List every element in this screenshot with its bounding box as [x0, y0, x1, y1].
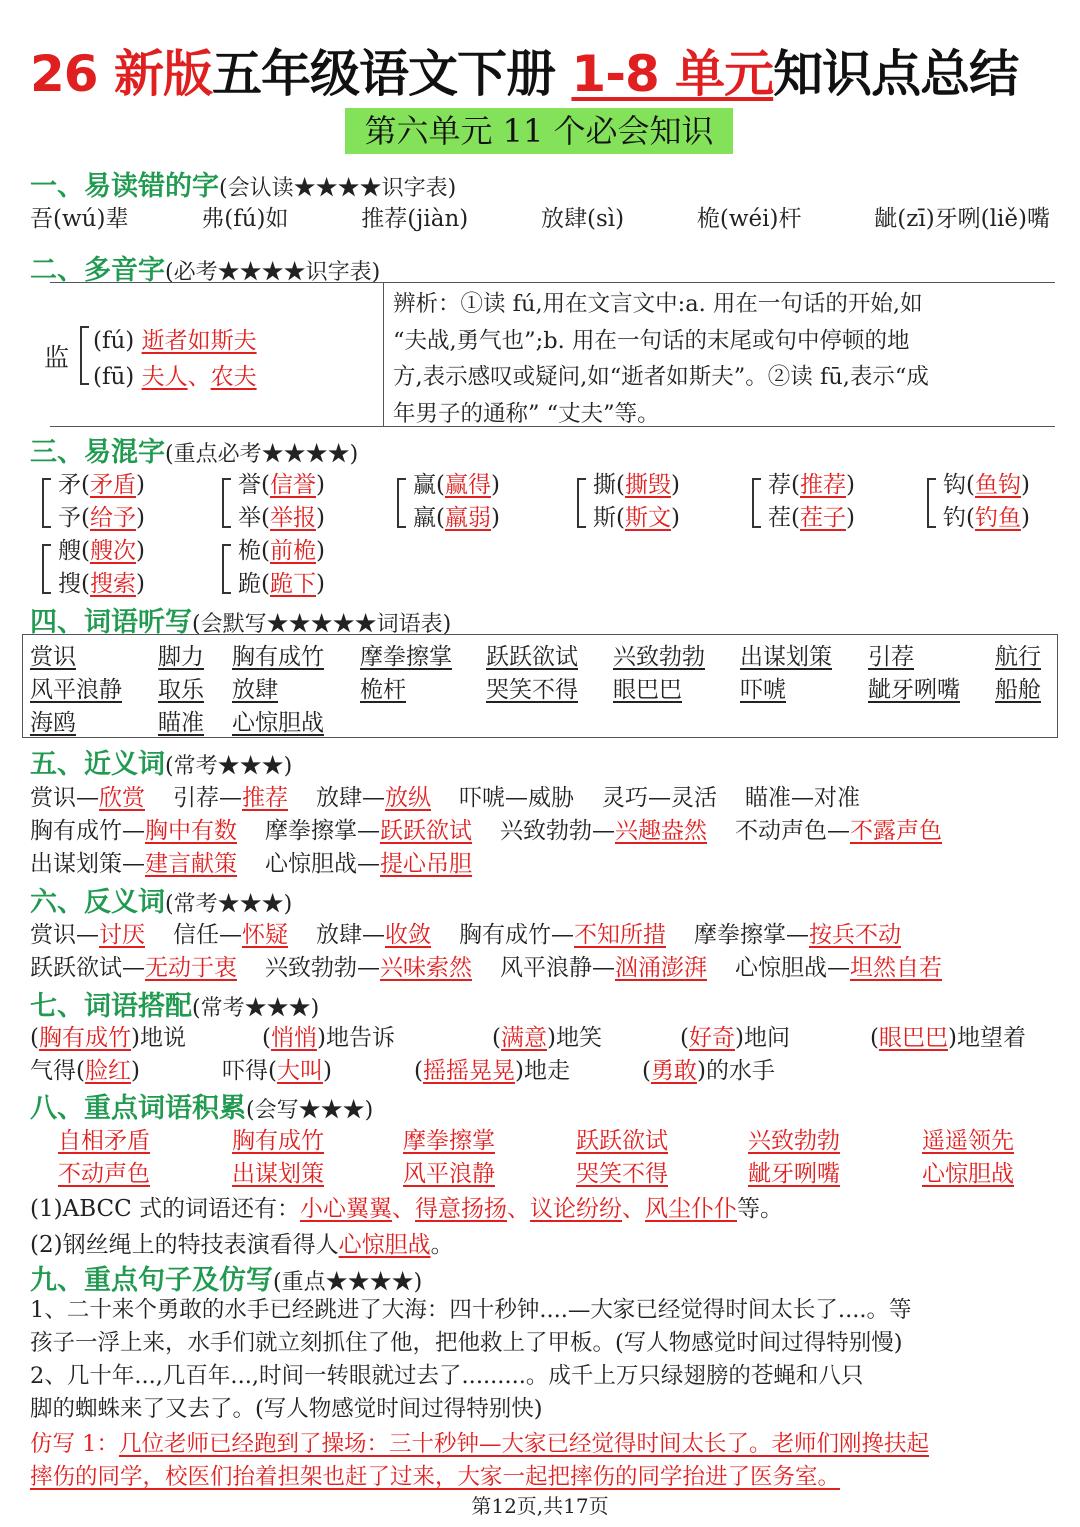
dictation-word: 放肆: [232, 677, 278, 703]
collocation: [30, 1019, 186, 1052]
collocation: [870, 1019, 1026, 1052]
answer: 大叫: [276, 1058, 323, 1084]
pair-line: [58, 499, 145, 532]
word: 搜索: [89, 571, 136, 597]
pair: [316, 785, 431, 811]
pair: [459, 785, 574, 811]
page-title: [30, 34, 1018, 106]
section-1-items: [30, 200, 1050, 233]
text: 赢(: [413, 472, 445, 498]
word: 撕毁: [624, 472, 671, 498]
dictation-word: 出谋划策: [740, 644, 832, 670]
brace: [222, 478, 231, 528]
abcc-words: (1)ABCC 式的词语还有：小心翼翼、得意扬扬、议论纷纷、风尘仆仆等。: [30, 1196, 784, 1222]
answer: 不知所措: [574, 922, 666, 948]
dictation-word: 吓唬: [740, 677, 786, 703]
collocation: [492, 1019, 602, 1052]
text: )地问: [734, 1025, 790, 1051]
word: 赏识—: [30, 922, 99, 948]
word: 斯文: [624, 505, 671, 531]
text: ): [135, 571, 145, 597]
pair: [694, 922, 901, 948]
collocation: [414, 1052, 570, 1085]
text: 誉(: [238, 472, 270, 498]
dictation-word: 跃跃欲试: [486, 644, 578, 670]
text: 羸(: [413, 505, 445, 531]
text: (: [680, 1025, 689, 1051]
pair-line: [238, 532, 325, 565]
text: (: [870, 1025, 879, 1051]
text: )的水手: [696, 1058, 775, 1084]
text: ): [315, 472, 325, 498]
word-line: [30, 916, 901, 949]
section-8-heading: 八、重点词语积累(会写★★★): [30, 1093, 374, 1124]
pair: [316, 922, 431, 948]
dictation-word: 脚力: [158, 644, 204, 670]
answer: 欣赏: [99, 785, 145, 811]
answer: 跃跃欲试: [380, 818, 472, 844]
text: ): [135, 505, 145, 531]
key-word: 哭笑不得: [576, 1161, 668, 1187]
answer: 不露声色: [850, 818, 942, 844]
pair: [30, 922, 145, 948]
word: 跃跃欲试—: [30, 955, 145, 981]
dictation-word: 眼巴巴: [613, 677, 682, 703]
word: 羸弱: [444, 505, 491, 531]
pair: [602, 785, 717, 811]
word: 艘次: [89, 538, 136, 564]
word: 茬子: [799, 505, 846, 531]
pair-line: [58, 466, 145, 499]
pair: [735, 955, 942, 981]
text: )地走: [514, 1058, 570, 1084]
section-1-heading: 一、易读错的字(会认读★★★★识字表): [30, 171, 457, 202]
word: 瞄准—对准: [745, 785, 860, 811]
text: )地说: [130, 1025, 186, 1051]
dictation-word: 龇牙咧嘴: [868, 677, 960, 703]
answer: 脸红: [84, 1058, 131, 1084]
text: )地望着: [947, 1025, 1026, 1051]
word: 放肆—: [316, 785, 385, 811]
title-part: 知识点总结: [773, 45, 1019, 103]
text: (: [492, 1025, 501, 1051]
title-part: 26 新版: [30, 45, 212, 103]
text: 钩(: [943, 472, 975, 498]
word-line: [30, 949, 942, 982]
pair: [500, 955, 707, 981]
answer: 按兵不动: [809, 922, 901, 948]
list-item: 推荐(jiàn): [361, 206, 469, 232]
section-5-heading: 五、近义词(常考★★★): [30, 749, 293, 780]
collocation: [262, 1019, 395, 1052]
pair: [265, 851, 472, 877]
text: (: [414, 1058, 423, 1084]
unit-banner: 第六单元 11 个必会知识: [345, 108, 733, 154]
section-4-heading: 四、词语听写(会默写★★★★★词语表): [30, 607, 452, 638]
word-line: [30, 812, 942, 845]
pair: [265, 955, 472, 981]
section-2-heading: 二、多音字(必考★★★★识字表): [30, 255, 381, 286]
pair: [30, 785, 145, 811]
list-item: 弗(fú)如: [201, 206, 289, 232]
text: 气得(: [30, 1058, 85, 1084]
text: ): [322, 1058, 332, 1084]
pair: [30, 955, 237, 981]
pair-line: [413, 466, 500, 499]
text: ): [135, 538, 145, 564]
key-word: 遥遥领先: [922, 1128, 1014, 1154]
pair-line: [238, 499, 325, 532]
text: (: [262, 1025, 271, 1051]
word: 推荐: [799, 472, 846, 498]
text: 茬(: [768, 505, 800, 531]
pair-line: [238, 565, 325, 598]
pair: [745, 785, 860, 811]
key-word: 不动声色: [58, 1161, 150, 1187]
collocation: [642, 1052, 775, 1085]
dictation-word: 摩拳擦掌: [360, 644, 452, 670]
word: 前桅: [269, 538, 316, 564]
answer: 无动于衷: [145, 955, 237, 981]
dictation-word: 桅杆: [360, 677, 406, 703]
polyphone-char: 监: [44, 343, 70, 372]
word: 灵巧—灵活: [602, 785, 717, 811]
word: 兴致勃勃—: [265, 955, 380, 981]
word: 赢得: [444, 472, 491, 498]
word: 给予: [89, 505, 136, 531]
dictation-word: 引荐: [868, 644, 914, 670]
brace: [927, 478, 936, 528]
text: (: [30, 1025, 39, 1051]
word: 吓唬—威胁: [459, 785, 574, 811]
brace: [397, 478, 406, 528]
text: ): [135, 472, 145, 498]
dictation-word: 船舱: [995, 677, 1041, 703]
text: ): [130, 1058, 140, 1084]
pair: [173, 785, 288, 811]
imitation-writing: 仿写 1：几位老师已经跑到了操场：三十秒钟—大家已经觉得时间太长了。老师们刚搀扶起 摔伤的同学，校医们抬着担架也赶了过来，大家一起把摔伤的同学抬进了医务室。: [30, 1431, 929, 1490]
word: 鱼钩: [974, 472, 1021, 498]
text: 桅(: [238, 538, 270, 564]
text: 斯(: [593, 505, 625, 531]
key-word: 自相矛盾: [58, 1128, 150, 1154]
list-item: 龇(zī)牙咧(liě)嘴: [874, 206, 1050, 232]
polyphone-analysis: 辨析：①读 fú,用在文言文中:a. 用在一句话的开始,如 “夫战,勇气也”;b. 用在一句话的末尾或句中停顿的地 方,表示感叹或疑问,如“逝者如斯夫”。②读 fū,表示“成 年男子的通称” “丈夫”等。: [393, 291, 929, 427]
text: ): [315, 571, 325, 597]
brace: [42, 544, 51, 594]
key-word: 出谋划策: [232, 1161, 324, 1187]
list-item: 放肆(sì): [541, 206, 625, 232]
word: 跪下: [269, 571, 316, 597]
text: ): [490, 505, 500, 531]
brace: [80, 326, 89, 385]
word: 胸有成竹—: [459, 922, 574, 948]
dictation-word: 心惊胆战: [232, 710, 324, 736]
key-sentences: 1、二十来个勇敢的水手已经跳进了大海：四十秒钟....—大家已经觉得时间太长了....。等 孩子一浮上来，水手们就立刻抓住了他，把他救上了甲板。(写人物感觉时间过得特别慢) 2、几十年...,几百年...,时间一转眼就过去了.........。成千上万只绿翅膀的苍蝇和八只 脚的蜘蛛来了又去了。(写人物感觉时间过得特别快): [30, 1297, 912, 1422]
pair: [500, 818, 707, 844]
key-word: 摩拳擦掌: [403, 1128, 495, 1154]
word: 风平浪静—: [500, 955, 615, 981]
word: 出谋划策—: [30, 851, 145, 877]
word-line: [30, 845, 472, 878]
dictation-word: 赏识: [30, 644, 76, 670]
word: 钓鱼: [974, 505, 1021, 531]
word: 兴致勃勃—: [500, 818, 615, 844]
collocation: [222, 1052, 332, 1085]
dictation-word: 胸有成竹: [232, 644, 324, 670]
word: 引荐—: [173, 785, 242, 811]
text: ): [670, 505, 680, 531]
section-9-heading: 九、重点句子及仿写(重点★★★★): [30, 1265, 423, 1296]
word: 放肆—: [316, 922, 385, 948]
pair-line: [943, 499, 1030, 532]
text: 撕(: [593, 472, 625, 498]
answer: 汹涌澎湃: [615, 955, 707, 981]
fill-in-sentence: (2)钢丝绳上的特技表演看得人心惊胆战。: [30, 1232, 454, 1258]
word-line: [30, 779, 860, 812]
word: 摩拳擦掌—: [694, 922, 809, 948]
key-word: 心惊胆战: [922, 1161, 1014, 1187]
answer: 提心吊胆: [380, 851, 472, 877]
text: 艘(: [58, 538, 90, 564]
polyphone-reading-2: (fū) 夫人、农夫: [93, 364, 257, 390]
word: 不动声色—: [735, 818, 850, 844]
key-word: 风平浪静: [403, 1161, 495, 1187]
answer: 勇敢: [650, 1058, 697, 1084]
answer: 好奇: [688, 1025, 735, 1051]
list-item: 桅(wéi)杆: [696, 206, 802, 232]
pair: [459, 922, 666, 948]
text: 予(: [58, 505, 90, 531]
text: 跪(: [238, 571, 270, 597]
word: 举报: [269, 505, 316, 531]
dictation-word: 兴致勃勃: [613, 644, 705, 670]
word: 胸有成竹—: [30, 818, 145, 844]
text: 荐(: [768, 472, 800, 498]
word: 赏识—: [30, 785, 99, 811]
text: ): [845, 505, 855, 531]
collocation: [30, 1052, 140, 1085]
dictation-word: 风平浪静: [30, 677, 122, 703]
pair-line: [768, 466, 855, 499]
dictation-word: 海鸥: [30, 710, 76, 736]
text: 钓(: [943, 505, 975, 531]
brace: [42, 478, 51, 528]
answer: 兴味索然: [380, 955, 472, 981]
section-7-heading: 七、词语搭配(常考★★★): [30, 991, 320, 1022]
section-3-heading: 三、易混字(重点必考★★★★): [30, 437, 359, 468]
list-item: 吾(wú)辈: [30, 206, 129, 232]
text: )地告诉: [316, 1025, 395, 1051]
answer: 悄悄: [270, 1025, 317, 1051]
text: 举(: [238, 505, 270, 531]
word: 心惊胆战—: [265, 851, 380, 877]
pair-line: [413, 499, 500, 532]
answer: 眼巴巴: [878, 1025, 948, 1051]
answer: 胸有成竹: [38, 1025, 131, 1051]
answer: 胸中有数: [145, 818, 237, 844]
answer: 怀疑: [242, 922, 288, 948]
title-part: 1-8 单元: [571, 45, 774, 103]
brace: [577, 478, 586, 528]
text: 搜(: [58, 571, 90, 597]
answer: 推荐: [242, 785, 288, 811]
pair: [30, 818, 237, 844]
answer: 摇摇晃晃: [422, 1058, 515, 1084]
key-word: 兴致勃勃: [748, 1128, 840, 1154]
word: 心惊胆战—: [735, 955, 850, 981]
word: 信任—: [173, 922, 242, 948]
table-divider: [383, 282, 384, 427]
key-word: 跃跃欲试: [576, 1128, 668, 1154]
text: ): [845, 472, 855, 498]
pair-line: [768, 499, 855, 532]
answer: 建言献策: [145, 851, 237, 877]
pair-line: [593, 499, 680, 532]
pair: [173, 922, 288, 948]
pair: [30, 851, 237, 877]
answer: 满意: [500, 1025, 547, 1051]
text: ): [1020, 505, 1030, 531]
brace: [222, 544, 231, 594]
key-word: 龇牙咧嘴: [748, 1161, 840, 1187]
pair-line: [943, 466, 1030, 499]
pair-line: [58, 532, 145, 565]
section-6-heading: 六、反义词(常考★★★): [30, 887, 293, 918]
text: ): [315, 538, 325, 564]
dictation-word: 哭笑不得: [486, 677, 578, 703]
page-number: 第12页,共17页: [471, 1494, 609, 1518]
text: ): [315, 505, 325, 531]
pair-line: [238, 466, 325, 499]
answer: 放纵: [385, 785, 431, 811]
polyphone-reading-1: (fú) 逝者如斯夫: [93, 328, 257, 354]
pair-line: [58, 565, 145, 598]
text: ): [490, 472, 500, 498]
dictation-word: 航行: [995, 644, 1041, 670]
key-word: 胸有成竹: [232, 1128, 324, 1154]
answer: 讨厌: [99, 922, 145, 948]
answer: 坦然自若: [850, 955, 942, 981]
text: ): [670, 472, 680, 498]
word: 信誉: [269, 472, 316, 498]
text: 吓得(: [222, 1058, 277, 1084]
title-part: 五年级语文下册: [212, 45, 572, 103]
pair-line: [593, 466, 680, 499]
word: 摩拳擦掌—: [265, 818, 380, 844]
dictation-word: 取乐: [158, 677, 204, 703]
pair: [735, 818, 942, 844]
brace: [752, 478, 761, 528]
word: 矛盾: [89, 472, 136, 498]
answer: 收敛: [385, 922, 431, 948]
pair: [265, 818, 472, 844]
text: ): [1020, 472, 1030, 498]
collocation: [680, 1019, 790, 1052]
text: )地笑: [546, 1025, 602, 1051]
text: (: [642, 1058, 651, 1084]
dictation-word: 瞄准: [158, 710, 204, 736]
text: 矛(: [58, 472, 90, 498]
answer: 兴趣盎然: [615, 818, 707, 844]
